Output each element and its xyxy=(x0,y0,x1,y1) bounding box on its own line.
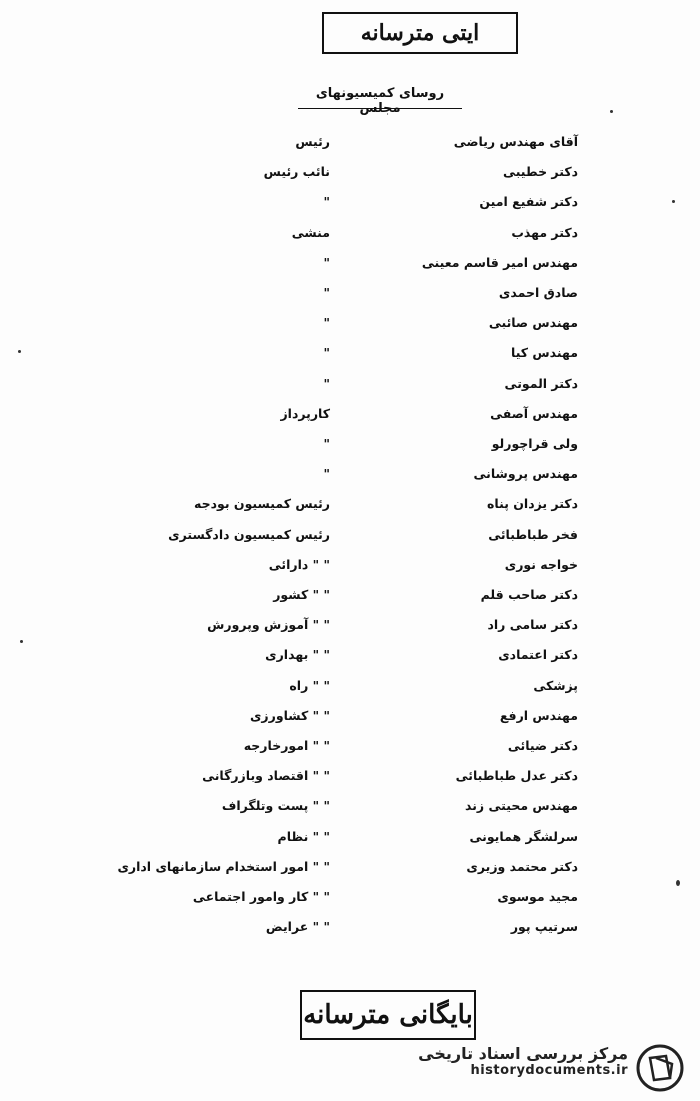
watermark-text xyxy=(418,1044,628,1078)
member-role: " " کار وامور اجتماعی xyxy=(192,889,330,904)
top-stamp: ایتی مترسانه xyxy=(322,12,518,54)
member-role: نائب رئیس xyxy=(263,164,330,180)
member-name: مهندس صائبی xyxy=(488,315,578,331)
list-item xyxy=(0,158,700,188)
member-name: صادق احمدی xyxy=(498,285,578,300)
list-item xyxy=(0,430,700,460)
list-item xyxy=(0,490,700,520)
member-name: دکتر محتمد وزیری xyxy=(466,858,578,874)
member-name: دکتر مهذب xyxy=(511,224,578,240)
member-name: مهندس امیر قاسم معینی xyxy=(421,254,578,270)
member-role: " xyxy=(323,436,330,451)
member-name: ولی قراچورلو xyxy=(491,436,578,451)
list-item xyxy=(0,823,700,853)
member-role: " " کشاورزی xyxy=(249,707,330,723)
document-heading: روسای کمیسیونهای مجلس xyxy=(315,86,445,116)
list-item xyxy=(0,641,700,671)
member-name: سرلشگر همایونی xyxy=(469,828,578,844)
list-item xyxy=(0,883,700,913)
member-name: دکتر سامی راد xyxy=(487,617,578,633)
member-name: دکتر ضیائی xyxy=(507,738,578,753)
list-item xyxy=(0,732,700,762)
member-name: مجید موسوی xyxy=(497,889,578,904)
member-role: " " نظام xyxy=(277,828,330,844)
watermark-title: مرکز بررسی اسناد تاریخی xyxy=(418,1044,628,1063)
member-name: سرتیپ پور xyxy=(510,919,578,935)
member-role: " " امورخارجه xyxy=(243,738,330,753)
member-role: " xyxy=(323,466,330,482)
member-role: " xyxy=(323,194,330,210)
member-role: رئیس کمیسیون بودجه xyxy=(194,496,330,512)
list-item xyxy=(0,249,700,279)
list-item xyxy=(0,611,700,641)
member-name: فخر طباطبائی xyxy=(488,526,578,542)
member-role: منشی xyxy=(291,224,330,240)
member-role: رئیس xyxy=(295,134,330,149)
list-item xyxy=(0,792,700,822)
paper-speck xyxy=(672,200,675,203)
member-name: دکتر الموتی xyxy=(504,375,578,391)
watermark xyxy=(400,1040,690,1096)
member-role: کارپرداز xyxy=(280,405,330,421)
list-item xyxy=(0,460,700,490)
member-role: " " راه xyxy=(289,677,330,693)
paper-speck xyxy=(610,110,613,113)
member-role: " xyxy=(323,375,330,391)
list-item xyxy=(0,672,700,702)
list-item xyxy=(0,219,700,249)
member-name: مهندس کیا xyxy=(511,345,578,361)
member-role: " xyxy=(323,285,330,300)
list-item xyxy=(0,309,700,339)
list-item xyxy=(0,581,700,611)
member-name: پزشکی xyxy=(533,677,578,693)
document-fold-icon xyxy=(636,1044,684,1092)
member-name: دکتر عدل طباطبائی xyxy=(455,768,578,784)
member-role: " " اقتصاد وبازرگانی xyxy=(202,768,330,784)
list-item xyxy=(0,128,700,158)
member-role: " " امور استخدام سازمانهای اداری xyxy=(117,858,330,874)
member-name: مهندس آصفی xyxy=(490,405,578,421)
list-item xyxy=(0,188,700,218)
member-name: خواجه نوری xyxy=(504,556,578,572)
list-item xyxy=(0,339,700,369)
list-item xyxy=(0,853,700,883)
watermark-url: historydocuments.ir xyxy=(470,1063,628,1078)
member-name: مهندس محیتی زند xyxy=(465,798,578,814)
member-role: " " پست وتلگراف xyxy=(221,798,330,814)
list-item xyxy=(0,702,700,732)
member-role: " " آموزش وپرورش xyxy=(207,617,330,633)
list-item xyxy=(0,551,700,581)
member-role: " xyxy=(323,345,330,361)
member-name: آقای مهندس ریاضی xyxy=(453,134,578,149)
list-item xyxy=(0,279,700,309)
member-name: دکتر صاحب قلم xyxy=(480,587,578,602)
member-role: " xyxy=(323,254,330,270)
list-item xyxy=(0,370,700,400)
list-item xyxy=(0,400,700,430)
member-name: دکتر خطیبی xyxy=(503,164,578,180)
member-role: " " عرایض xyxy=(265,919,330,935)
member-name: مهندس پروشانی xyxy=(473,466,578,482)
member-role: " xyxy=(323,315,330,331)
member-name: دکتر یزدان پناه xyxy=(487,496,578,512)
member-name: دکتر شفیع امین xyxy=(479,194,578,210)
member-role: " " بهداری xyxy=(265,647,330,663)
heading-underline xyxy=(298,108,462,109)
paper-speck xyxy=(20,640,23,643)
member-role: " " کشور xyxy=(273,587,330,602)
member-name: دکتر اعتمادی xyxy=(498,647,578,663)
paper-speck xyxy=(676,880,680,886)
member-role: " " دارائی xyxy=(268,556,330,572)
bottom-stamp: بایگانی مترسانه xyxy=(300,990,476,1040)
list-item xyxy=(0,521,700,551)
member-role: رئیس کمیسیون دادگستری xyxy=(168,526,330,542)
paper-speck xyxy=(18,350,21,353)
list-item xyxy=(0,762,700,792)
list-item xyxy=(0,913,700,943)
member-name: مهندس ارفع xyxy=(499,707,578,723)
